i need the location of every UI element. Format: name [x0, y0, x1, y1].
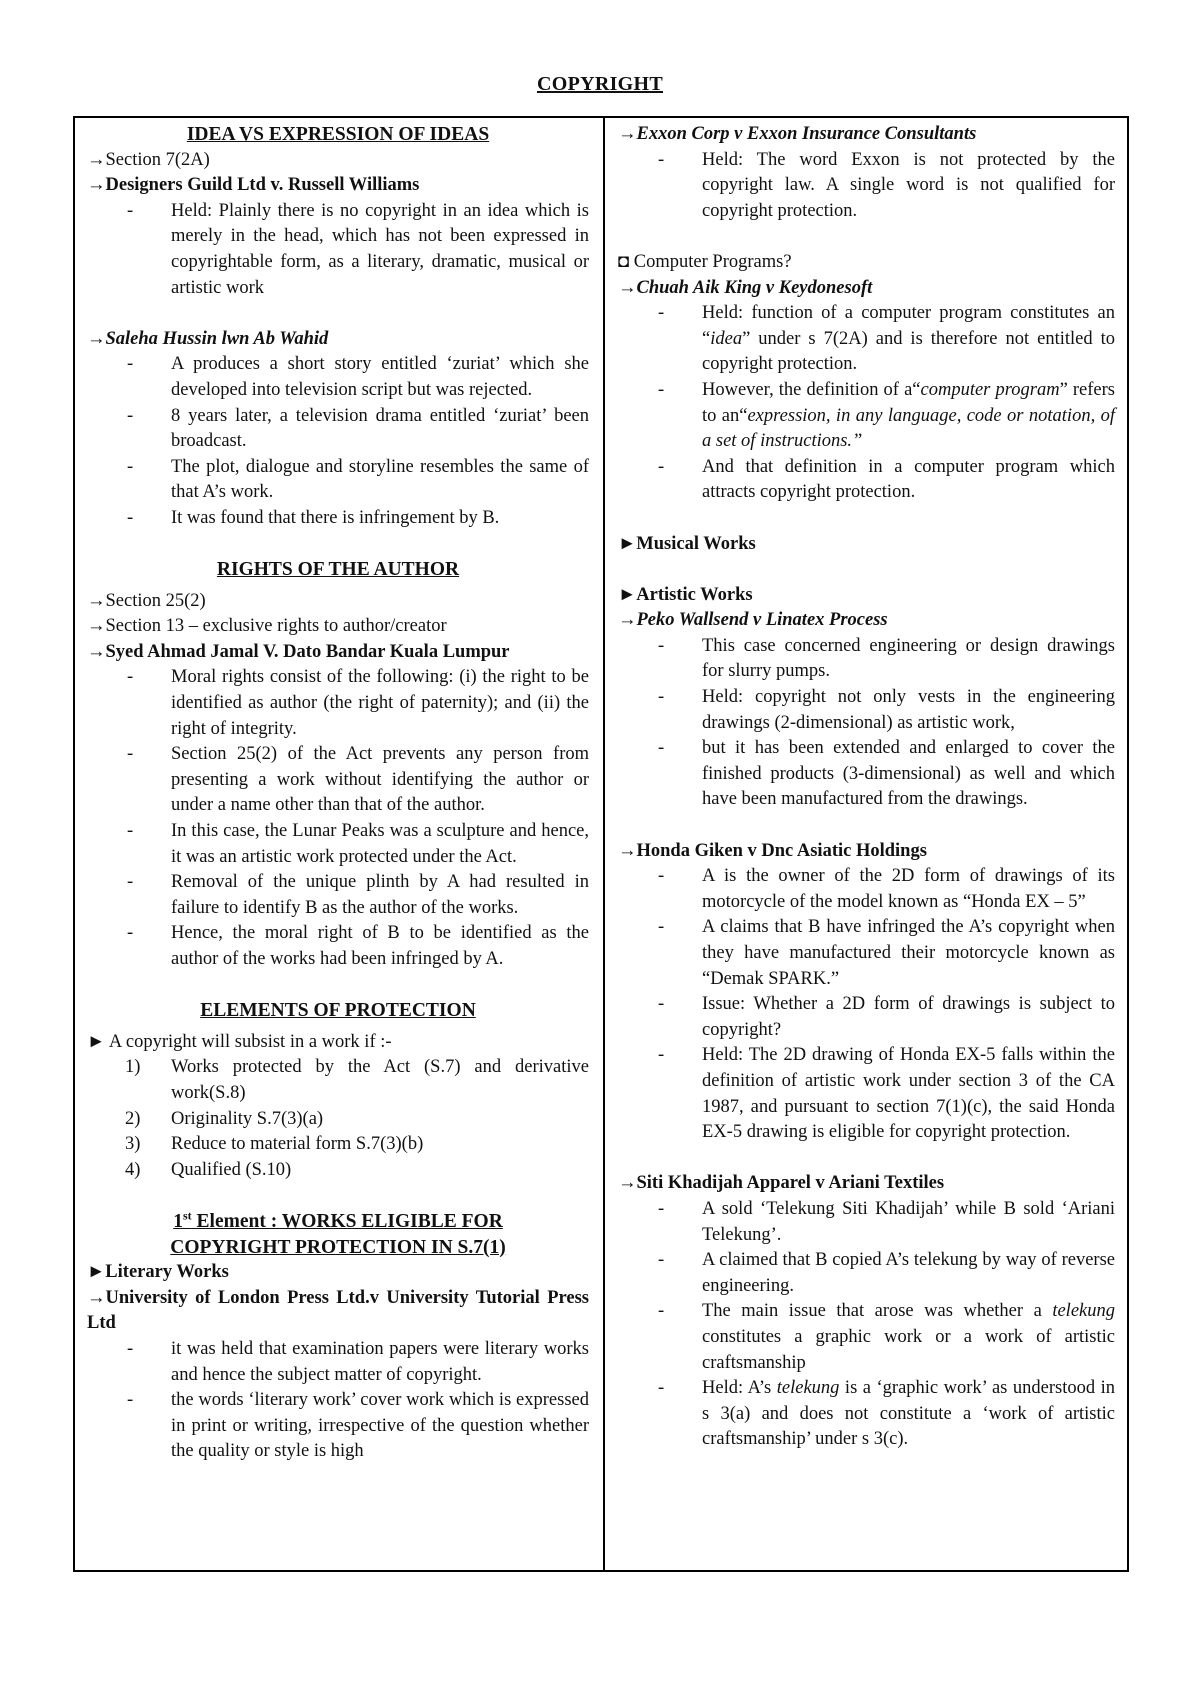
list-item: - The main issue that arose was whether a telekung constitutes a graphic work or a work of artistic craftsmanship [658, 1301, 1115, 1373]
list-item: - but it has been extended and enlarged to cover the finished products (3-dimensional) as well and which have been manufactured from the drawings. [658, 738, 1115, 810]
list-item: - Held: Plainly there is no copyright in an idea which is merely in the head, which has not been expressed in copyrightable form, as a literary, dramatic, musical or artistic work [127, 200, 589, 298]
list-item: - And that definition in a computer program which attracts copyright protection. [658, 456, 1115, 503]
heading-first-element-line2: COPYRIGHT PROTECTION IN S.7(1) [170, 1236, 506, 1258]
london-points [87, 1337, 589, 1465]
elements-list [87, 1055, 589, 1183]
list-item: - A sold ‘Telekung Siti Khadijah’ while B sold ‘Ariani Telekung’. [658, 1198, 1115, 1245]
list-item: - the words ‘literary work’ cover work which is expressed in print or writing, irrespective of the question whether the quality or style is high [127, 1390, 589, 1462]
peko-points [618, 634, 1115, 813]
list-item: - Removal of the unique plinth by A had resulted in failure to identify B as the author of the works. [127, 872, 589, 918]
section-7-2a: →Section 7(2A) [87, 149, 210, 170]
list-item: - In this case, the Lunar Peaks was a sculpture and hence, it was an artistic work protected under the Act. [127, 821, 589, 867]
section-13: →Section 13 – exclusive rights to author/creator [87, 616, 447, 637]
siti-points [618, 1197, 1115, 1453]
case-exxon: →Exxon Corp v Exxon Insurance Consultants [618, 124, 977, 144]
list-item: - A claimed that B copied A’s telekung by way of reverse engineering. [658, 1250, 1115, 1296]
list-item: - Moral rights consist of the following: (i) the right to be identified as author (the right of paternity); and (ii) the right of integrity. [127, 667, 589, 739]
list-item: - Issue: Whether a 2D form of drawings is subject to copyright? [658, 994, 1115, 1040]
heading-first-element: 1st Element : WORKS ELIGIBLE FOR [173, 1208, 503, 1232]
list-item: - Held: The 2D drawing of Honda EX-5 falls within the definition of artistic work under section 3 of the CA 1987, and pursuant to section 7(1)(c), the said Honda EX-5 drawing is eligible for copyright protection. [658, 1045, 1115, 1143]
list-item: - Hence, the moral right of B to be identified as the author of the works had been infringed by A. [127, 923, 589, 969]
list-item: - The plot, dialogue and storyline resembles the same of that A’s work. [127, 456, 589, 503]
exxon-points [618, 148, 1115, 225]
list-item: - A produces a short story entitled ‘zuriat’ which she developed into television script but was rejected. [127, 354, 589, 400]
list-item: - However, the definition of a“computer program” refers to an“expression, in any language, code or notation, of a set of instructions.” [658, 379, 1115, 452]
heading-rights-of-author: RIGHTS OF THE AUTHOR [216, 559, 460, 581]
computer-programs-label: ◘ Computer Programs? [618, 251, 792, 272]
list-item: - A is the owner of the 2D form of drawings of its motorcycle of the model known as “Honda EX – 5” [658, 866, 1115, 912]
saleha-points [87, 352, 589, 531]
list-item: - Section 25(2) of the Act prevents any person from presenting a work without identifying the author or under a name other than that of the author. [127, 744, 589, 816]
heading-elements-of-protection: ELEMENTS OF PROTECTION [200, 1000, 476, 1022]
notes-table [73, 116, 1129, 1572]
list-item: - It was found that there is infringement by B. [127, 507, 500, 528]
case-syed-ahmad-jamal: →Syed Ahmad Jamal V. Dato Bandar Kuala Lumpur [87, 641, 510, 662]
list-item: - This case concerned engineering or design drawings for slurry pumps. [658, 635, 1115, 682]
section-25-2: →Section 25(2) [87, 590, 206, 611]
case-chuah-aik-king: →Chuah Aik King v Keydonesoft [618, 277, 873, 298]
syed-points [87, 665, 589, 972]
list-item: 1) Works protected by the Act (S.7) and derivative work(S.8) [125, 1057, 589, 1103]
list-item: 4) Qualified (S.10) [125, 1159, 292, 1180]
case-peko-wallsend: →Peko Wallsend v Linatex Process [618, 610, 888, 631]
list-item: - Held: The word Exxon is not protected by the copyright law. A single word is not qualified for copyright protection. [658, 149, 1115, 221]
literary-works-label: ►Literary Works [87, 1262, 229, 1283]
designers-points [87, 199, 589, 301]
case-siti-khadijah: →Siti Khadijah Apparel v Ariani Textiles [618, 1173, 945, 1194]
list-item: - Held: copyright not only vests in the engineering drawings (2-dimensional) as artistic work, [658, 687, 1115, 733]
right-column [605, 118, 1127, 1570]
case-university-of-london: →University of London Press Ltd.v University Tutorial Press Ltd [87, 1287, 589, 1334]
left-column [75, 118, 605, 1570]
list-item: - 8 years later, a television drama entitled ‘zuriat’ been broadcast. [127, 405, 589, 452]
list-item: 2) Originality S.7(3)(a) [125, 1108, 324, 1129]
list-item: - Held: function of a computer program constitutes an “idea” under s 7(2A) and is therefore not entitled to copyright protection. [658, 303, 1115, 375]
case-honda-giken: →Honda Giken v Dnc Asiatic Holdings [618, 840, 927, 861]
list-item: - Held: A’s telekung is a ‘graphic work’ as understood in s 3(a) and does not constitute a ‘work of artistic craftsmanship’ under s 3(c). [658, 1378, 1115, 1450]
artistic-works-label: ►Artistic Works [618, 584, 753, 605]
subsist-intro: ► A copyright will subsist in a work if :- [87, 1031, 392, 1052]
case-saleha-hussin: →Saleha Hussin lwn Ab Wahid [87, 328, 329, 349]
honda-points [618, 864, 1115, 1146]
list-item: - it was held that examination papers were literary works and hence the subject matter of copyright. [127, 1338, 589, 1385]
chuah-points [618, 301, 1115, 506]
list-item: 3) Reduce to material form S.7(3)(b) [125, 1134, 424, 1155]
heading-idea-vs-expression: IDEA VS EXPRESSION OF IDEAS [186, 124, 490, 145]
musical-works-label: ►Musical Works [618, 533, 756, 554]
list-item: - A claims that B have infringed the A’s copyright when they have manufactured their motorcycle known as “Demak SPARK.” [658, 917, 1115, 989]
page-title: COPYRIGHT [536, 73, 664, 95]
case-designers-guild: →Designers Guild Ltd v. Russell Williams [87, 175, 420, 196]
